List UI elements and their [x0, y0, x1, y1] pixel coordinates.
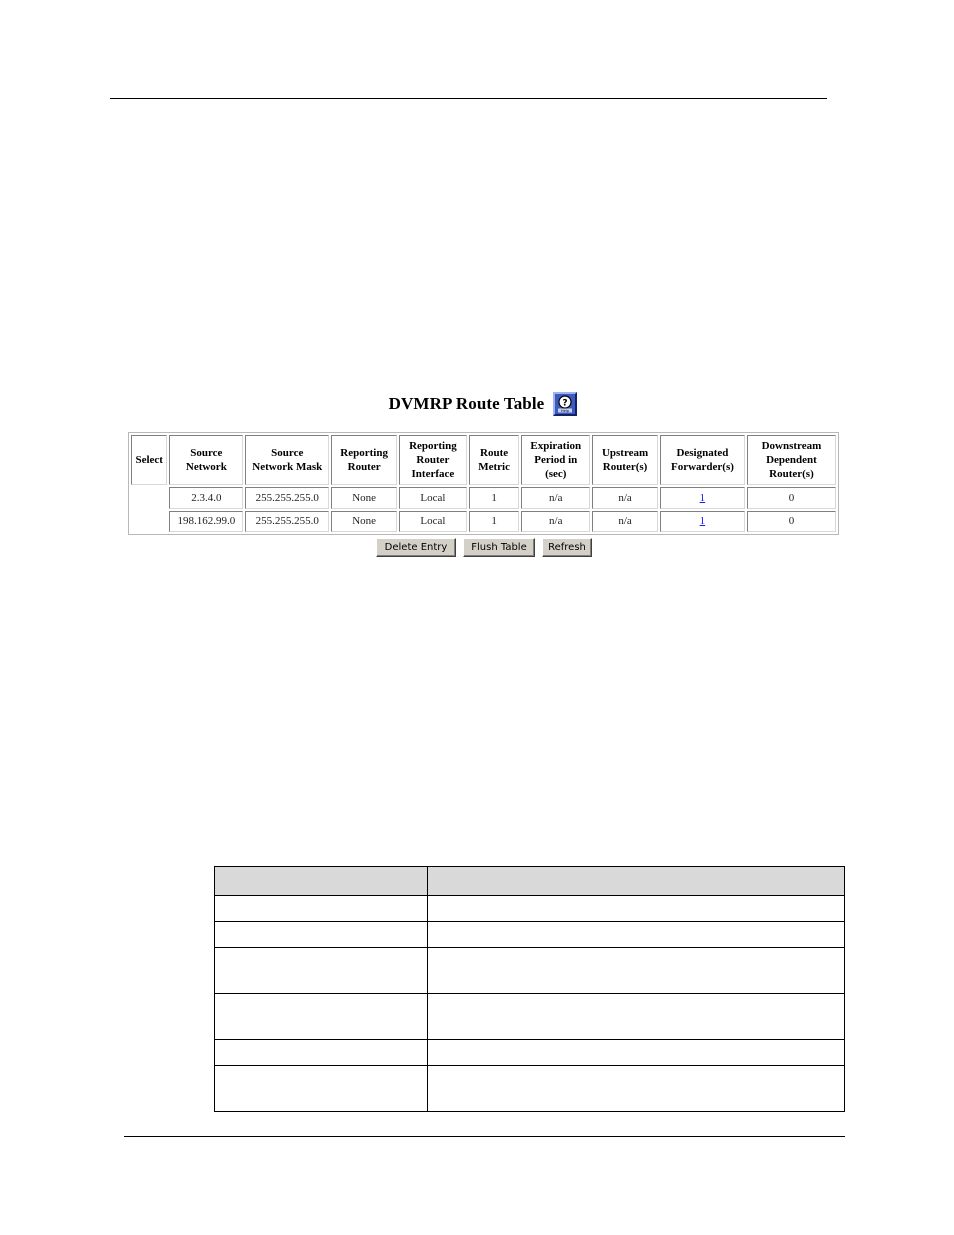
col-select: Select: [131, 435, 167, 485]
grid-cell: [428, 948, 845, 994]
page-title: DVMRP Route Table: [388, 394, 545, 413]
expiration-cell: n/a: [521, 487, 590, 509]
col-route-metric: Route Metric: [469, 435, 520, 485]
col-downstream: Downstream Dependent Router(s): [747, 435, 836, 485]
grid-row: [215, 896, 845, 922]
col-designated-forwarders: Designated Forwarder(s): [660, 435, 745, 485]
grid-row: [215, 994, 845, 1040]
downstream-cell: 0: [747, 511, 836, 533]
title-group: [389, 392, 578, 416]
refresh-button[interactable]: Refresh: [542, 538, 592, 557]
col-upstream: Upstream Router(s): [592, 435, 658, 485]
source-mask-cell: 255.255.255.0: [245, 511, 329, 533]
svg-text:Help: Help: [561, 409, 570, 413]
select-cell[interactable]: [131, 487, 167, 509]
grid-cell: [215, 948, 428, 994]
col-source-mask: Source Network Mask: [245, 435, 329, 485]
delete-entry-button[interactable]: Delete Entry: [376, 538, 456, 557]
grid-cell: [215, 896, 428, 922]
grid-cell: [215, 1066, 428, 1112]
help-button[interactable]: [553, 392, 577, 416]
grid-row: [215, 1040, 845, 1066]
route-table: [129, 433, 838, 534]
designated-forwarders-link[interactable]: 1: [699, 515, 706, 528]
grid-cell: [428, 1066, 845, 1112]
help-icon: [556, 395, 574, 413]
col-reporting-interface: Reporting Router Interface: [399, 435, 467, 485]
grid-cell: [428, 1040, 845, 1066]
expiration-cell: n/a: [521, 511, 590, 533]
col-reporting-router: Reporting Router: [331, 435, 397, 485]
grid-header-cell: [428, 867, 845, 896]
reporting-interface-cell: Local: [399, 487, 467, 509]
description-grid: [214, 866, 845, 1112]
select-cell[interactable]: [131, 511, 167, 533]
grid-header-cell: [215, 867, 428, 896]
action-buttons: [0, 538, 954, 558]
table-row: [131, 487, 836, 509]
downstream-cell: 0: [747, 487, 836, 509]
flush-table-button[interactable]: Flush Table: [463, 538, 535, 557]
col-expiration: Expiration Period in (sec): [521, 435, 590, 485]
reporting-interface-cell: Local: [399, 511, 467, 533]
route-table-frame: [128, 432, 839, 535]
grid-row: [215, 922, 845, 948]
route-metric-cell: 1: [469, 487, 520, 509]
source-network-cell: 198.162.99.0: [169, 511, 243, 533]
grid-row: [215, 1066, 845, 1112]
upstream-cell: n/a: [592, 511, 658, 533]
route-metric-cell: 1: [469, 511, 520, 533]
designated-forwarders-cell: [660, 511, 745, 533]
header-rule: [110, 98, 827, 99]
grid-cell: [428, 994, 845, 1040]
table-header-row: [131, 435, 836, 485]
title-bar: [0, 389, 954, 419]
grid-header-row: [215, 867, 845, 896]
grid-cell: [428, 922, 845, 948]
grid-cell: [215, 994, 428, 1040]
reporting-router-cell: None: [331, 511, 397, 533]
designated-forwarders-link[interactable]: 1: [699, 491, 706, 504]
col-source-network: Source Network: [169, 435, 243, 485]
table-row: [131, 511, 836, 533]
source-mask-cell: 255.255.255.0: [245, 487, 329, 509]
source-network-cell: 2.3.4.0: [169, 487, 243, 509]
reporting-router-cell: None: [331, 487, 397, 509]
designated-forwarders-cell: [660, 487, 745, 509]
upstream-cell: n/a: [592, 487, 658, 509]
grid-cell: [428, 896, 845, 922]
grid-cell: [215, 1040, 428, 1066]
grid-row: [215, 948, 845, 994]
footer-rule: [124, 1136, 845, 1137]
svg-text:?: ?: [562, 398, 568, 409]
grid-cell: [215, 922, 428, 948]
